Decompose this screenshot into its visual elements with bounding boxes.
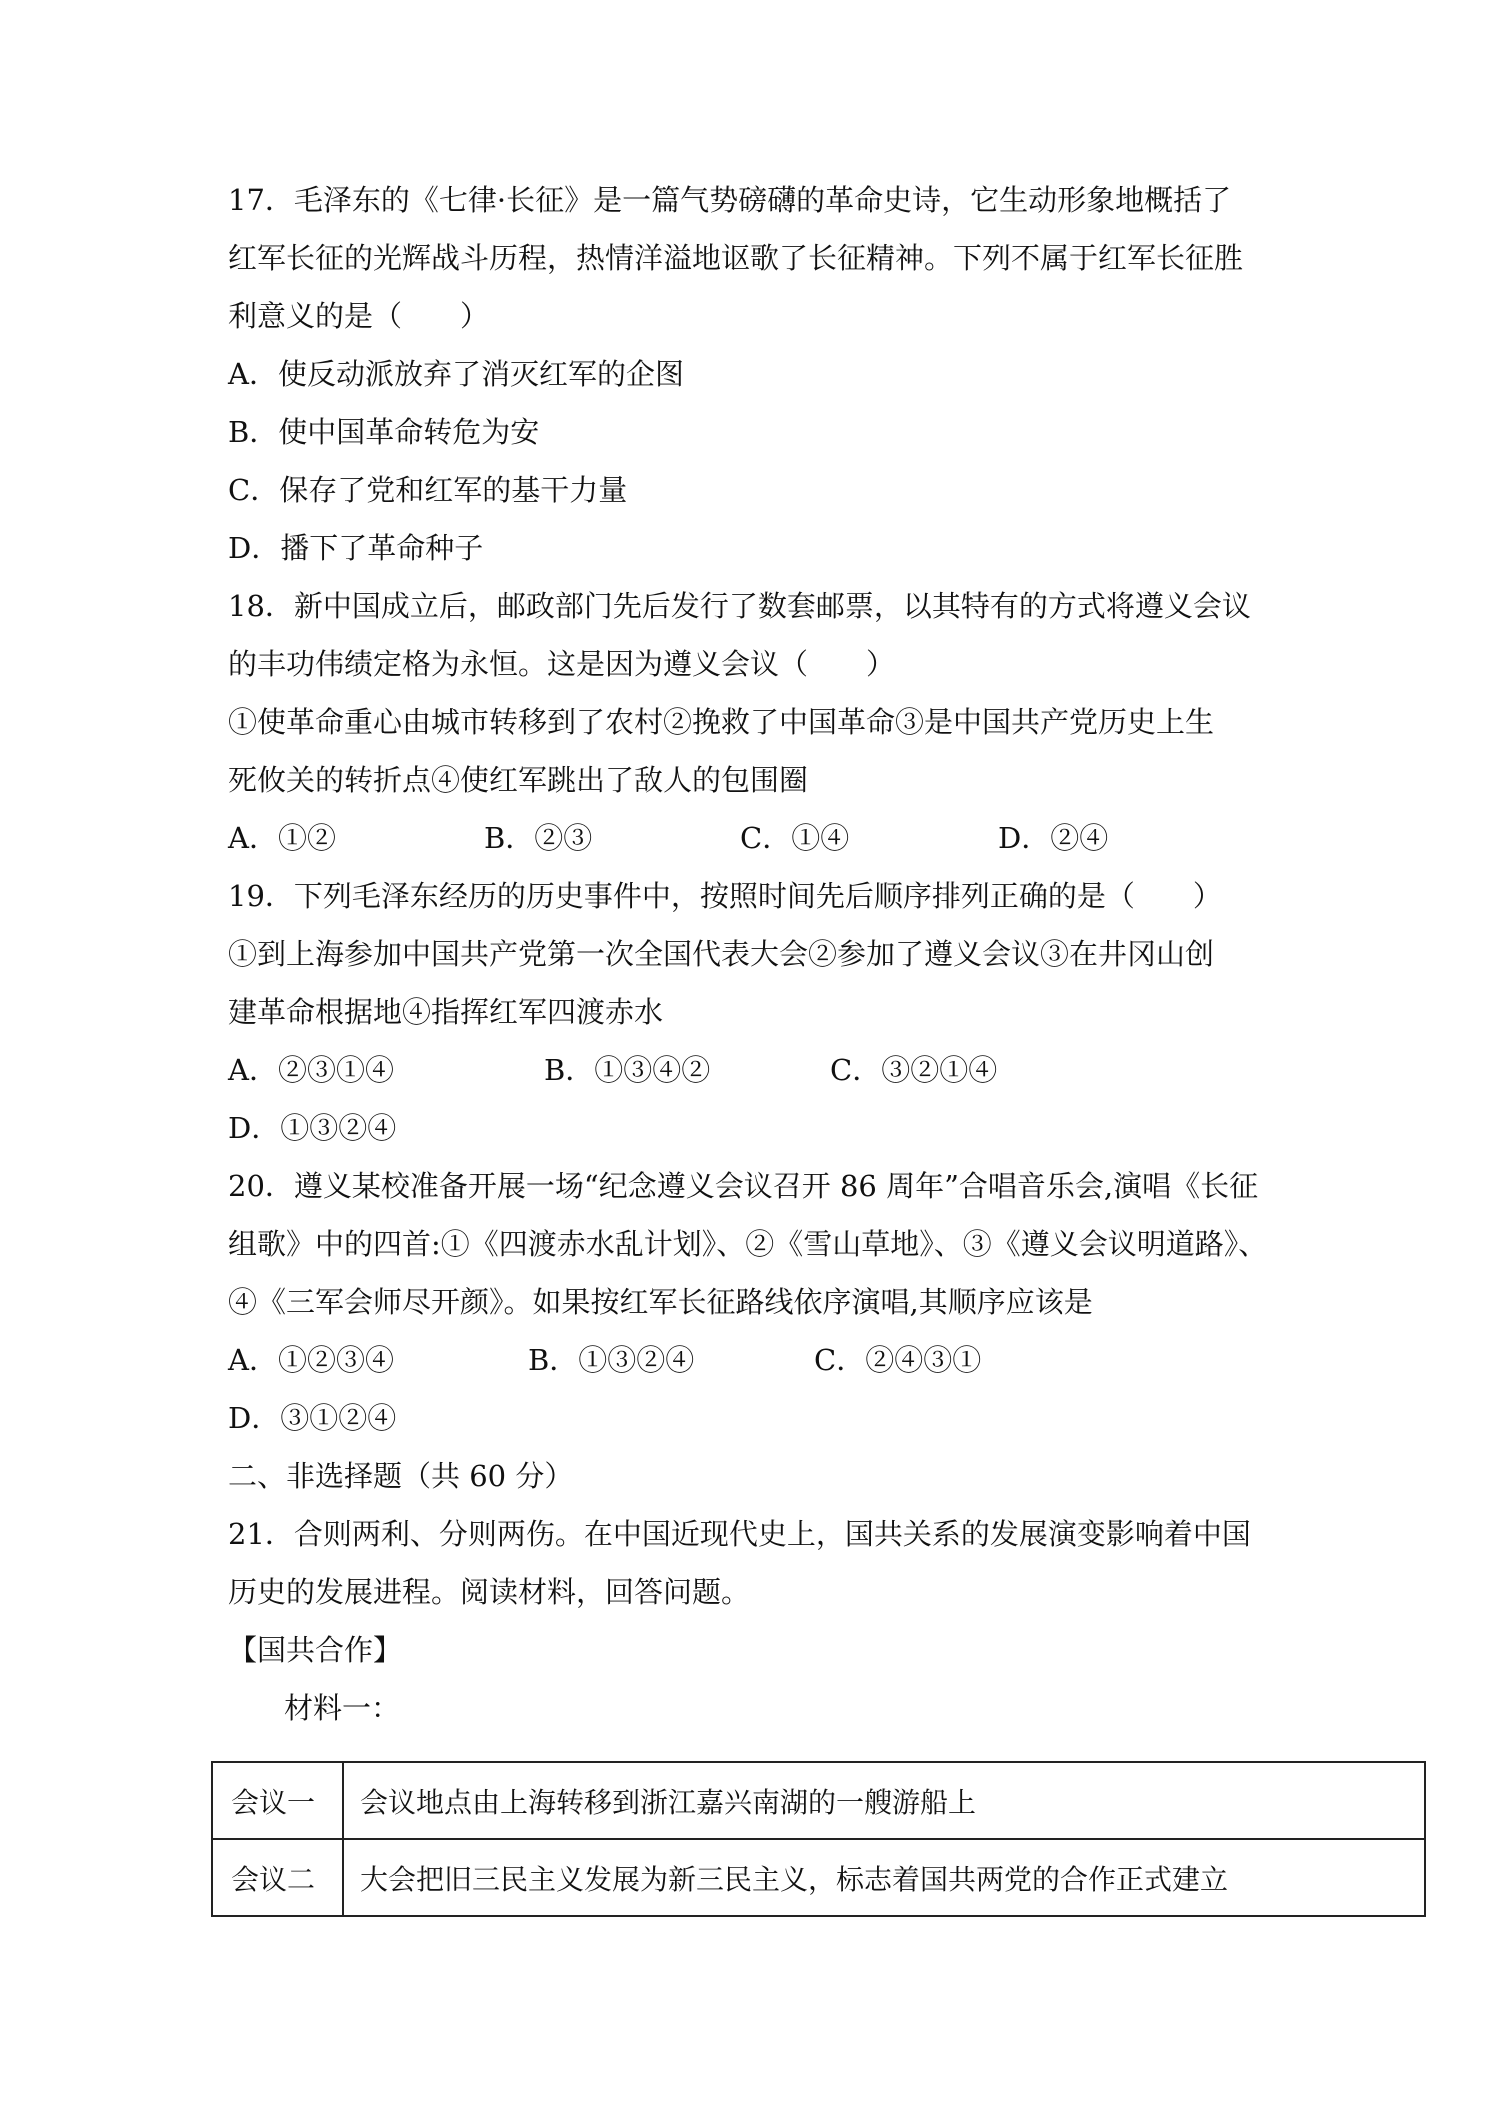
table-row — [212, 1839, 1425, 1916]
q18-option-a: A．①② — [228, 821, 336, 855]
table-row — [212, 1762, 1425, 1839]
q19-option-d: D．①③②④ — [228, 1111, 397, 1145]
material-one-table — [211, 1761, 1426, 1917]
q18-options-row — [0, 818, 1488, 858]
q18-stem-line-3: ①使革命重心由城市转移到了农村②挽救了中国革命③是中国共产党历史上生 — [228, 705, 1215, 739]
q18-stem-line-4: 死攸关的转折点④使红军跳出了敌人的包围圈 — [228, 763, 809, 797]
q18-option-c: C．①④ — [740, 821, 850, 855]
q17-option-b: B．使中国革命转危为安 — [228, 415, 540, 449]
q19-stem-line-2: ①到上海参加中国共产党第一次全国代表大会②参加了遵义会议③在井冈山创 — [228, 937, 1215, 971]
q20-option-b: B．①③②④ — [528, 1343, 695, 1377]
table-cell-label: 会议二 — [212, 1839, 343, 1916]
q21-subheading: 【国共合作】 — [228, 1633, 403, 1667]
q21-stem-line-1: 21．合则两利、分则两伤。在中国近现代史上，国共关系的发展演变影响着中国 — [228, 1517, 1251, 1551]
q19-stem-line-1: 19．下列毛泽东经历的历史事件中，按照时间先后顺序排列正确的是（ ） — [228, 879, 1222, 913]
q19-option-c: C．③②①④ — [830, 1053, 998, 1087]
q18-stem-line-1: 18．新中国成立后，邮政部门先后发行了数套邮票，以其特有的方式将遵义会议 — [228, 589, 1251, 623]
q17-stem-line-1: 17．毛泽东的《七律·长征》是一篇气势磅礴的革命史诗，它生动形象地概括了 — [228, 183, 1232, 217]
q17-stem-line-3: 利意义的是（ ） — [228, 299, 490, 333]
q18-option-d: D．②④ — [998, 821, 1109, 855]
q20-stem-line-2: 组歌》中的四首:①《四渡赤水乱计划》、②《雪山草地》、③《遵义会议明道路》、 — [228, 1227, 1268, 1261]
q19-stem-line-3: 建革命根据地④指挥红军四渡赤水 — [228, 995, 664, 1029]
q20-stem-line-1: 20．遵义某校准备开展一场“纪念遵义会议召开 86 周年”合唱音乐会,演唱《长征 — [228, 1169, 1259, 1203]
q17-option-d: D．播下了革命种子 — [228, 531, 484, 565]
q19-option-b: B．①③④② — [544, 1053, 711, 1087]
table-cell-text: 大会把旧三民主义发展为新三民主义，标志着国共两党的合作正式建立 — [343, 1839, 1425, 1916]
q21-stem-line-2: 历史的发展进程。阅读材料，回答问题。 — [228, 1575, 751, 1609]
q21-material-label: 材料一： — [284, 1691, 401, 1725]
q20-option-c: C．②④③① — [814, 1343, 982, 1377]
q20-option-d: D．③①②④ — [228, 1401, 397, 1435]
table-cell-text: 会议地点由上海转移到浙江嘉兴南湖的一艘游船上 — [343, 1762, 1425, 1839]
q19-options-row — [0, 1050, 1488, 1090]
q17-option-a: A．使反动派放弃了消灭红军的企图 — [228, 357, 684, 391]
table-cell-label: 会议一 — [212, 1762, 343, 1839]
q17-stem-line-2: 红军长征的光辉战斗历程，热情洋溢地讴歌了长征精神。下列不属于红军长征胜 — [228, 241, 1244, 275]
section-2-title: 二、非选择题（共 60 分） — [228, 1459, 574, 1493]
q18-stem-line-2: 的丰功伟绩定格为永恒。这是因为遵义会议（ ） — [228, 647, 896, 681]
q20-stem-line-3: ④《三军会师尽开颜》。如果按红军长征路线依序演唱,其顺序应该是 — [228, 1285, 1093, 1319]
q17-option-c: C．保存了党和红军的基干力量 — [228, 473, 628, 507]
q19-option-a: A．②③①④ — [228, 1053, 394, 1087]
q18-option-b: B．②③ — [484, 821, 593, 855]
q20-options-row — [0, 1340, 1488, 1380]
q20-option-a: A．①②③④ — [228, 1343, 394, 1377]
